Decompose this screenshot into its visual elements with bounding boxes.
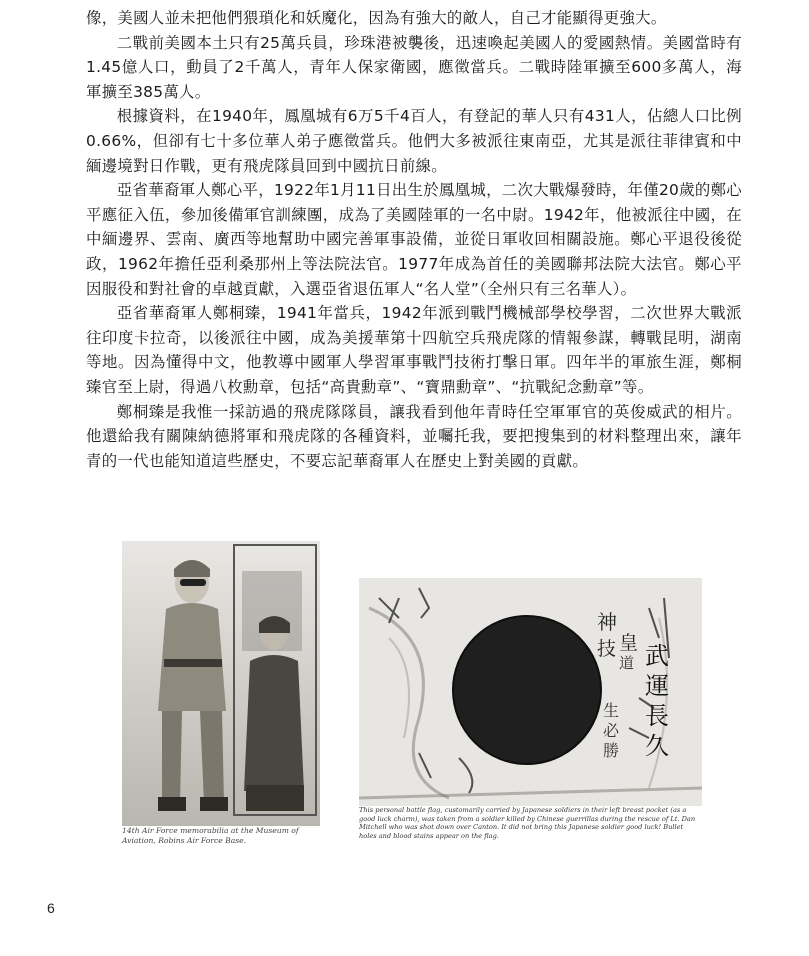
flag-character: 生 bbox=[603, 701, 620, 720]
flag-character: 技 bbox=[597, 638, 617, 660]
museum-mannequins-photo bbox=[122, 541, 320, 826]
paragraph: 像，美國人並未把他們猥瑣化和妖魔化，因為有強大的敵人，自己才能顯得更強大。 bbox=[86, 9, 667, 27]
figure-caption-right: This personal battle flag, customarily carried by Japanese soldiers in their left breast pocket (as a good luck charm), was taken from a soldier killed by Chinese guerrillas during the rescue of Lt. Dan Mitchell who was shot down over Canton. It did not bring this Japanese soldier good luck! Bullet holes and blood stains appear on the flag. bbox=[359, 806, 696, 840]
flag-character: 久 bbox=[645, 732, 669, 760]
flag-character: 長 bbox=[645, 702, 669, 730]
paragraph: 亞省華裔軍人鄭桐臻，1941年當兵，1942年派到戰鬥機械部學校學習，二次世界大戰派往印度卡拉奇，以後派往中國，成為美援華第十四航空兵飛虎隊的情報參謀，轉戰昆明，湖南等地。因為懂得中文，他教導中國軍人學習軍事戰鬥技術打擊日軍。四年半的軍旅生涯，鄭桐臻官至上尉，得過八枚勳章，包括“高貴勳章”、“寶鼎勳章”、“抗戰紀念勳章”等。 bbox=[86, 304, 742, 396]
paragraph: 二戰前美國本土只有25萬兵員，珍珠港被襲後，迅速喚起美國人的愛國熱情。美國當時有1.45億人口，動員了2千萬人，青年人保家衛國，應徵當兵。二戰時陸軍擴至600多萬人，海軍擴至385萬人。 bbox=[86, 33, 742, 101]
flag-character: 勝 bbox=[603, 741, 620, 760]
flag-calligraphy bbox=[597, 606, 669, 786]
flag-character: 運 bbox=[645, 672, 669, 700]
flag-character: 神 bbox=[597, 610, 617, 634]
japanese-battle-flag-photo bbox=[359, 578, 702, 806]
paragraph: 亞省華裔軍人鄭心平，1922年1月11日出生於鳳凰城，二次大戰爆發時，年僅20歲的鄭心平應征入伍，參加後備軍官訓練團，成為了美國陸軍的一名中尉。1942年，他被派往中國，在中緬邊界、雲南、廣西等地幫助中國完善軍事設備，並從日軍收回相關設施。鄭心平退役後從政，1962年擔任亞利桑那州上等法院法官。1977年成為首任的美國聯邦法院大法官。鄭心平因服役和對社會的卓越貢獻，入選亞省退伍軍人“名人堂”（全州只有三名華人）。 bbox=[86, 181, 742, 298]
flag-character: 武 bbox=[645, 642, 669, 670]
paragraph: 鄭桐臻是我惟一採訪過的飛虎隊隊員，讓我看到他年青時任空軍軍官的英俊威武的相片。他還給我有關陳納德將軍和飛虎隊的各種資料，並囑托我，要把搜集到的材料整理出來，讓年青的一代也能知道這些歷史，不要忘記華裔軍人在歷史上對美國的貢獻。 bbox=[86, 402, 742, 470]
figure-caption-left: 14th Air Force memorabilia at the Museum of Aviation, Robins Air Force Base. bbox=[122, 826, 299, 845]
paragraph: 根據資料，在1940年，鳳凰城有6万5千4百人，有登記的華人只有431人，佔總人口比例0.66%，但卻有七十多位華人弟子應徵當兵。他們大多被派往東南亞，尤其是派往菲律賓和中緬邊境對日作戰，更有飛虎隊員回到中國抗日前線。 bbox=[86, 107, 742, 175]
flag-character: 皇 bbox=[619, 632, 639, 654]
page-number: 6 bbox=[47, 900, 55, 916]
article-body bbox=[86, 6, 742, 473]
flag-character: 道 bbox=[619, 654, 635, 672]
flag-character: 必 bbox=[603, 721, 620, 740]
